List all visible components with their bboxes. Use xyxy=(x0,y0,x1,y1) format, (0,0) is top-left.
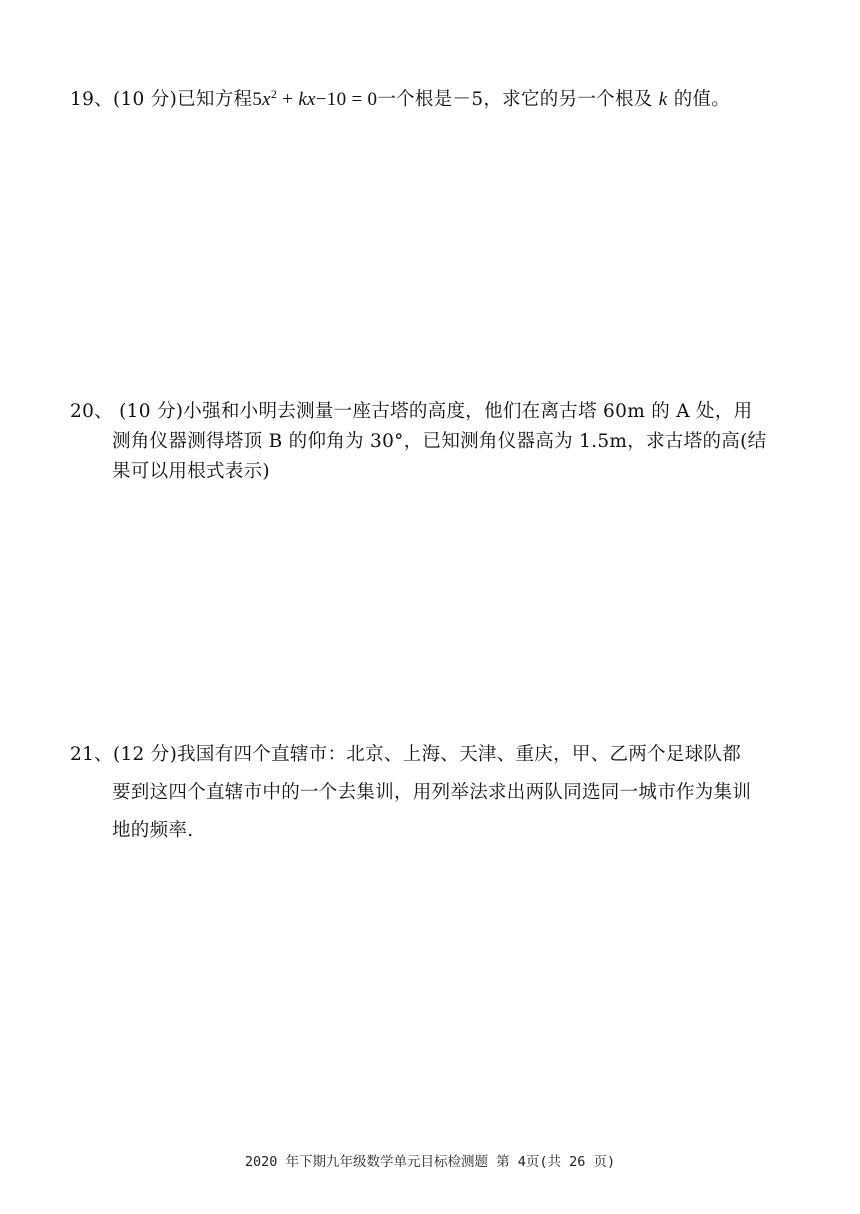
question-20-line-1: 20、 (10 分)小强和小明去测量一座古塔的高度，他们在离古塔 60m 的 A 处，用 xyxy=(70,401,753,422)
equation-variable: x xyxy=(262,89,271,110)
question-21 xyxy=(70,736,800,850)
question-20-line-2: 测角仪器测得塔顶 B 的仰角为 30°，已知测角仪器高为 1.5m，求古塔的高(结 xyxy=(112,431,767,452)
question-21-line-2: 要到这四个直辖市中的一个去集训，用列举法求出两队同选同一城市作为集训 xyxy=(112,782,752,803)
question-19-end: 的值。 xyxy=(673,89,731,110)
question-20 xyxy=(70,397,800,487)
equation-exponent: 2 xyxy=(270,87,278,101)
question-19-lead: 19、(10 分)已知方程 xyxy=(70,89,253,110)
equation-kx-term: kx xyxy=(298,89,316,110)
question-21-line-1: 21、(12 分)我国有四个直辖市：北京、上海、天津、重庆，甲、乙两个足球队都 xyxy=(70,744,742,765)
page-footer: 2020 年下期九年级数学单元目标检测题 第 4页(共 26 页) xyxy=(244,1154,616,1170)
question-19 xyxy=(70,86,800,114)
question-19-tail: 一个根是－5，求它的另一个根及 xyxy=(377,89,653,110)
equation-tail: −10 = 0 xyxy=(315,89,378,110)
question-20-line-3: 果可以用根式表示) xyxy=(112,461,270,482)
question-19-text xyxy=(70,86,800,114)
question-21-line-3: 地的频率. xyxy=(112,820,194,841)
question-19-k-variable: k xyxy=(658,89,668,110)
question-19-equation xyxy=(252,89,377,110)
equation-coefficient: 5 xyxy=(252,89,263,110)
equation-plus: + xyxy=(282,89,294,110)
